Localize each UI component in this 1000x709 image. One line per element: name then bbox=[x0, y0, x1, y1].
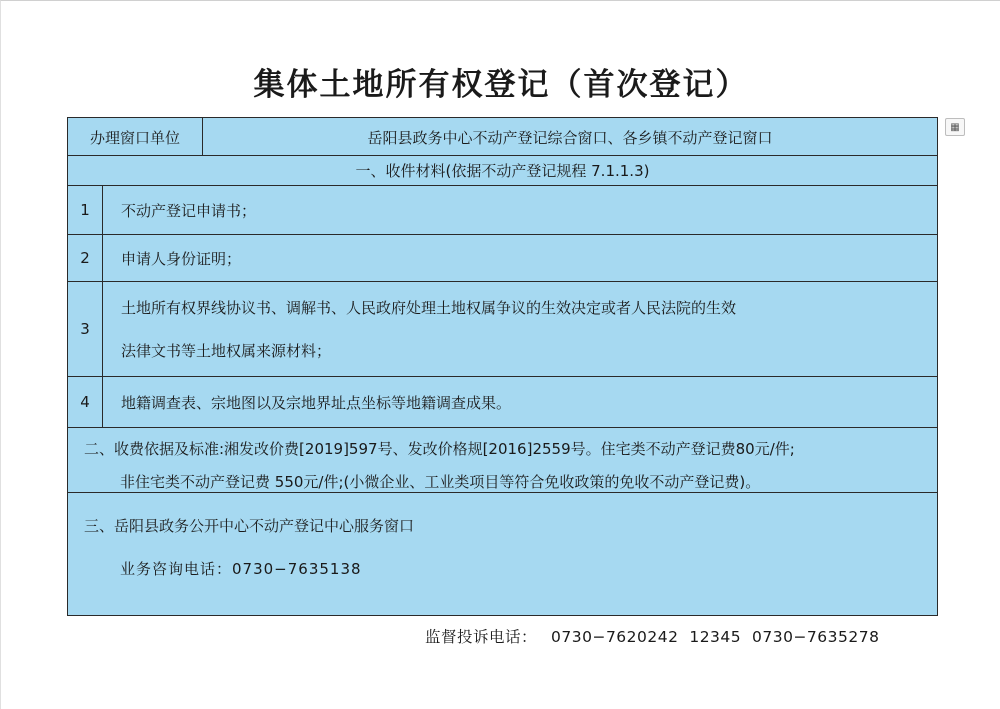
page-title: 集体土地所有权登记（首次登记） bbox=[253, 67, 749, 103]
office-line: 三、岳阳县政务公开中心不动产登记中心服务窗口 bbox=[84, 517, 415, 535]
material-item bbox=[68, 235, 937, 282]
item-number: 4 bbox=[68, 377, 103, 427]
fee-line1: 二、收费依据及标准:湘发改价费[2019]597号、发改价格规[2016]2559号。住宅类不动产登记费80元/件; bbox=[84, 440, 795, 458]
office-section bbox=[68, 493, 937, 615]
item-text: 地籍调查表、宗地图以及宗地界址点坐标等地籍调查成果。 bbox=[121, 393, 512, 412]
supervise-label: 监督投诉电话： bbox=[425, 628, 538, 646]
item-number: 2 bbox=[68, 235, 103, 281]
unit-row bbox=[68, 118, 937, 156]
office-phone: 业务咨询电话：0730−7635138 bbox=[120, 560, 362, 578]
item-text: 不动产登记申请书； bbox=[121, 201, 257, 220]
materials-header: 一、收件材料(依据不动产登记规程 7.1.1.3) bbox=[68, 156, 937, 186]
fee-line2: 非住宅类不动产登记费 550元/件;(小微企业、工业类项目等符合免收政策的免收不动产登记费)。 bbox=[120, 473, 761, 491]
item-number: 1 bbox=[68, 186, 103, 234]
supervise-phone bbox=[425, 625, 879, 647]
unit-label: 办理窗口单位 bbox=[68, 118, 203, 156]
fee-section bbox=[68, 428, 937, 493]
layout-icon[interactable]: ▦ bbox=[945, 118, 965, 136]
supervise-numbers: 0730−7620242 12345 0730−7635278 bbox=[551, 628, 880, 646]
material-item bbox=[68, 377, 937, 428]
info-table bbox=[67, 117, 938, 616]
item-text-line2: 法律文书等土地权属来源材料； bbox=[121, 342, 332, 360]
material-item bbox=[68, 282, 937, 377]
material-item bbox=[68, 186, 937, 235]
item-number: 3 bbox=[68, 282, 103, 376]
item-text-line1: 土地所有权界线协议书、调解书、人民政府处理土地权属争议的生效决定或者人民法院的生效 bbox=[121, 299, 737, 317]
unit-value: 岳阳县政务中心不动产登记综合窗口、各乡镇不动产登记窗口 bbox=[367, 128, 773, 147]
item-text: 申请人身份证明； bbox=[121, 249, 242, 268]
